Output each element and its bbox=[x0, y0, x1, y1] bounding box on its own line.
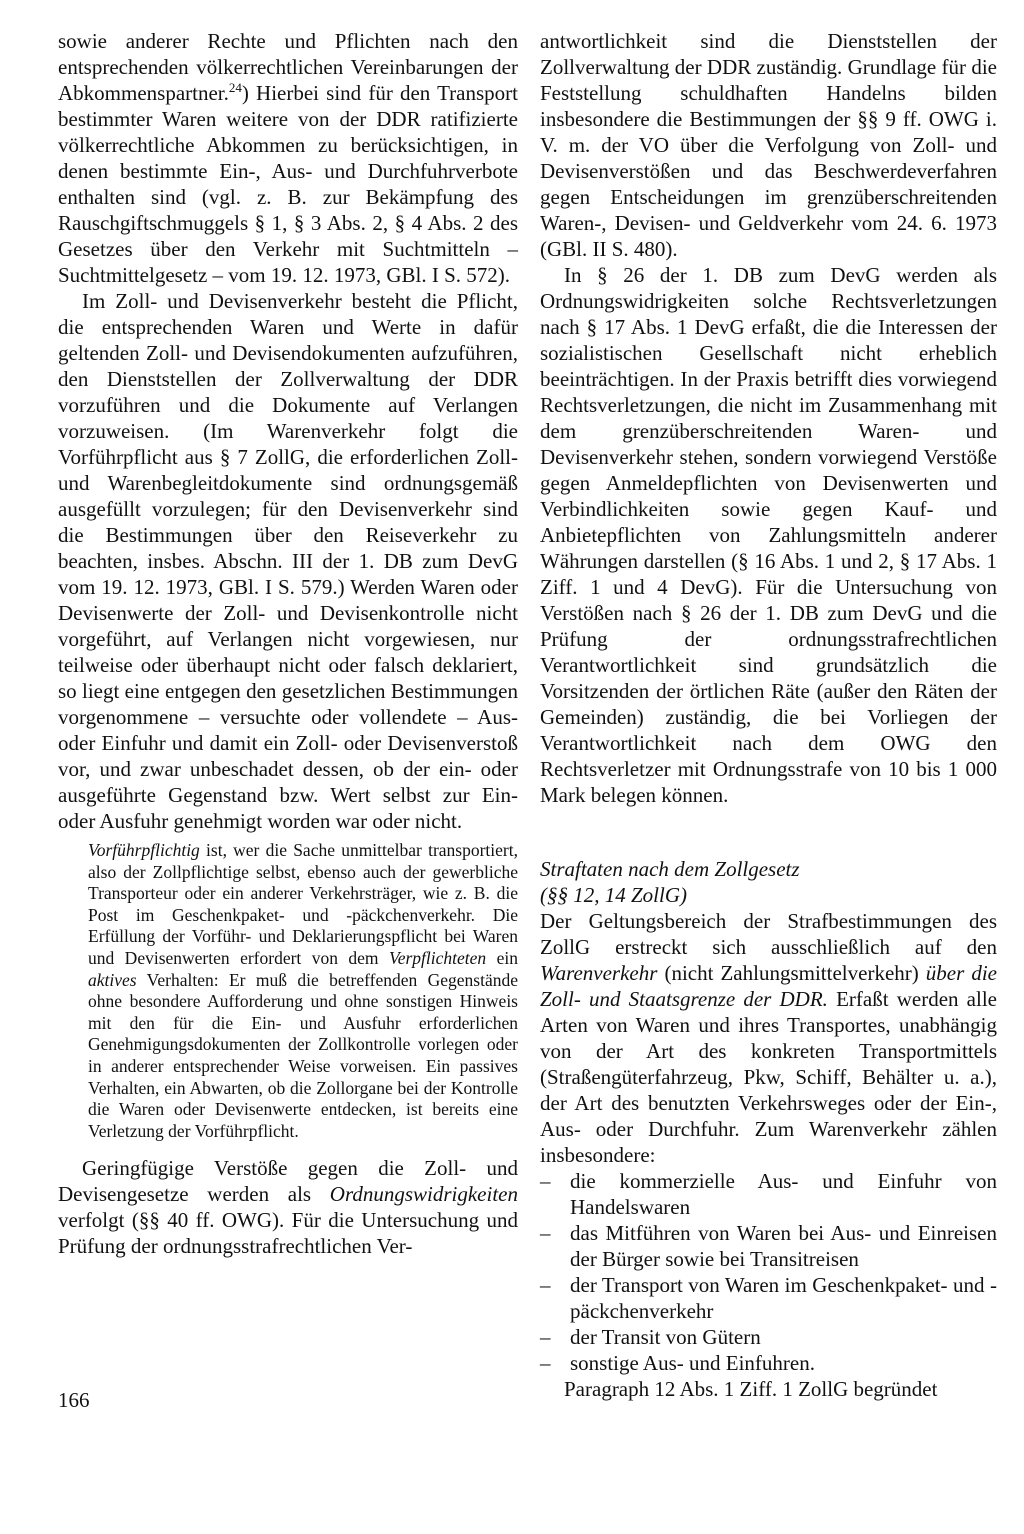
list-item: – der Transit von Gütern bbox=[540, 1324, 997, 1350]
note-paragraph bbox=[88, 840, 518, 1142]
warenverkehr-list bbox=[540, 1168, 997, 1376]
right-paragraph-3-text-a: Der Geltungsbereich der Strafbestimmungen des ZollG erstreckt sich ausschließlich auf den bbox=[540, 909, 997, 959]
paragraph-1-continued: ) Hierbei sind für den Transport bestimmter Waren weitere von der DDR ratifizierte völkerrechtliche Abkommen zu berücksichtigen, in denen bestimmte Ein-, Aus- und Durchfuhrverbote enthalten sind (vgl. z. B. zur Bekämpfung des Rauschgiftschmuggels § 1, § 3 Abs. 2, § 4 Abs. 2 des Gesetzes über den Verkehr mit Suchtmitteln – Suchtmittelgesetz – vom 19. 12. 1973, GBl. I S. 572). bbox=[58, 81, 518, 287]
note-text-1: ist, wer die Sache unmittelbar transportiert, also der Zollpflichtige selbst, ebenso auch der gewerbliche Transporteur oder ein anderer Verkehrsträger, wie z. B. die Post im Geschenkpaket- und -päckchenverkehr. Die Erfüllung der Vorführ- und Deklarierungspflicht bei Waren und Devisenwerten erfordert von dem bbox=[88, 840, 518, 968]
note-text-2: ein bbox=[486, 947, 518, 968]
right-paragraph-3-text-c: Erfaßt werden alle Arten von Waren und ihres Transportes, unabhängig von der Art des konkreten Transportmittels (Straßengüterfahrzeug, Pkw, Schiff, Behälter u. a.), der Art des benutzten Verkehrsweges oder der Ein-, Aus- oder Durchfuhr. Zum Warenverkehr zählen insbesondere: bbox=[540, 987, 997, 1167]
right-paragraph-4: Paragraph 12 Abs. 1 Ziff. 1 ZollG begründet bbox=[564, 1377, 938, 1401]
section-heading bbox=[540, 856, 997, 908]
right-column bbox=[540, 28, 997, 1402]
note-term-vorfuehrpflichtig: Vorführpflichtig bbox=[88, 840, 200, 860]
paragraph-1 bbox=[58, 28, 518, 288]
note-term-verpflichteten: Verpflichteten bbox=[388, 947, 487, 968]
paragraph-2: Im Zoll- und Devisenverkehr besteht die Pflicht, die entsprechenden Waren und Werte in dafür geltenden Zoll- und Devisendokumenten aufzuführen, den Dienststellen der Zollverwaltung der DDR vorzuführen und die Dokumente auf Verlangen vorzuweisen. (Im Warenverkehr folgt die Vorführpflicht aus § 7 ZollG, die erforderlichen Zoll- und Warenbegleitdokumente sind ordnungsgemäß ausgefüllt vorzulegen; für den Devisenverkehr sind die Bestimmungen über den Reiseverkehr zu beachten, insbes. Abschn. III der 1. DB zum DevG vom 19. 12. 1973, GBl. I S. 579.) Werden Waren oder Devisenwerte der Zoll- und Devisenkontrolle nicht vorgeführt, auf Verlangen nicht vorgewiesen, nur teilweise oder überhaupt nicht oder falsch deklariert, so liegt eine entgegen den gesetzlichen Bestimmungen vorgenommene – versuchte oder vollendete – Aus- oder Einfuhr und damit ein Zoll- oder Devisenverstoß vor, und zwar unbeschadet dessen, ob der ein- oder ausgeführte Gegenstand bzw. Wert selbst zur Ein- oder Ausfuhr genehmigt worden war oder nicht. bbox=[58, 289, 518, 833]
right-paragraph-3-text-b: (nicht Zahlungsmittelverkehr) bbox=[657, 961, 926, 985]
paragraph-3 bbox=[58, 1155, 518, 1259]
paragraph-3-text-a: Geringfügige Verstöße gegen die Zoll- und Devisengesetze werden als bbox=[58, 1156, 518, 1207]
right-paragraph-2: In § 26 der 1. DB zum DevG werden als Ordnungswidrigkeiten solche Rechtsverletzungen nach § 17 Abs. 1 DevG erfaßt, die die Interessen der sozialistischen Gesellschaft nicht erheblich beeinträchtigen. In der Praxis betrifft dies vorwiegend Rechtsverletzungen, die nicht im Zusammenhang mit dem grenzüberschreitenden Waren- und Devisenverkehr stehen, sondern vorwiegend Verstöße gegen Anmeldepflichten von Devisenwerten und Verbindlichkeiten sowie gegen Kauf- und Anbietepflichten von Zahlungsmitteln anderer Währungen darstellen (§ 16 Abs. 1 und 2, § 17 Abs. 1 Ziff. 1 und 4 DevG). Für die Untersuchung von Verstößen nach § 26 der 1. DB zum DevG und die Prüfung der ordnungsstrafrechtlichen Verantwortlichkeit sind grundsätzlich die Vorsitzenden der örtlichen Räte (außer den Räten der Gemeinden) zuständig, die bei Vorliegen der Verantwortlichkeit nach dem OWG den Rechtsverletzer mit Ordnungsstrafe von 10 bis 1 000 Mark belegen können. bbox=[540, 263, 997, 807]
right-paragraph-3 bbox=[540, 908, 997, 1168]
left-column bbox=[58, 28, 518, 1259]
section-heading-line-1: Straftaten nach dem Zollgesetz bbox=[540, 857, 800, 881]
note-term-aktives: aktives bbox=[88, 969, 137, 990]
term-warenverkehr: Warenverkehr bbox=[540, 961, 658, 985]
right-paragraph-1: antwortlichkeit sind die Dienststellen der Zollverwaltung der DDR zuständig. Grundlage für die Feststellung schuldhaften Handelns bilden insbesondere die Bestimmungen der §§ 9 ff. OWG i. V. m. der VO über die Verfolgung von Zoll- und Devisenverstößen und das Beschwerdeverfahren gegen Entscheidungen im grenzüberschreitenden Waren-, Devisen- und Geldverkehr vom 24. 6. 1973 (GBl. II S. 480). bbox=[540, 29, 997, 261]
list-item: – das Mitführen von Waren bei Aus- und Einreisen der Bürger sowie bei Transitreisen bbox=[540, 1220, 997, 1272]
page-number: 166 bbox=[58, 1388, 90, 1412]
section-heading-line-2: (§§ 12, 14 ZollG) bbox=[540, 883, 687, 907]
list-item: – der Transport von Waren im Geschenkpaket- und -päckchenverkehr bbox=[540, 1272, 997, 1324]
paragraph-3-text-b: verfolgt (§§ 40 ff. OWG). Für die Untersuchung und Prüfung der ordnungsstrafrechtlichen Ver- bbox=[58, 1208, 518, 1259]
term-ordnungswidrigkeiten: Ordnungswidrigkeiten bbox=[329, 1182, 518, 1207]
list-item: – sonstige Aus- und Einfuhren. bbox=[540, 1350, 997, 1376]
list-item: – die kommerzielle Aus- und Einfuhr von Handelswaren bbox=[540, 1168, 997, 1220]
term-zoll-und-staatsgrenze: über die Zoll- und Staatsgrenze der DDR. bbox=[540, 961, 997, 1011]
footnote-ref-24[interactable]: 24 bbox=[228, 80, 242, 95]
note-text-3: Verhalten: Er muß die betreffenden Gegenstände ohne besondere Aufforderung und ohne sonstigen Hinweis mit den für die Ein- und Ausfuhr erforderlichen Genehmigungsdokumenten der Zollkontrolle vorlegen oder in anderer entsprechender Weise vorweisen. Ein passives Verhalten, ein Abwarten, ob die Zollorgane bei der Kontrolle die Waren oder Devisenwerte entdecken, ist bereits eine Verletzung der Vorführpflicht. bbox=[88, 969, 518, 1141]
paragraph-1-text: sowie anderer Rechte und Pflichten nach den entsprechenden völkerrechtlichen Vereinbarungen der Abkommenspartner. bbox=[58, 29, 518, 105]
